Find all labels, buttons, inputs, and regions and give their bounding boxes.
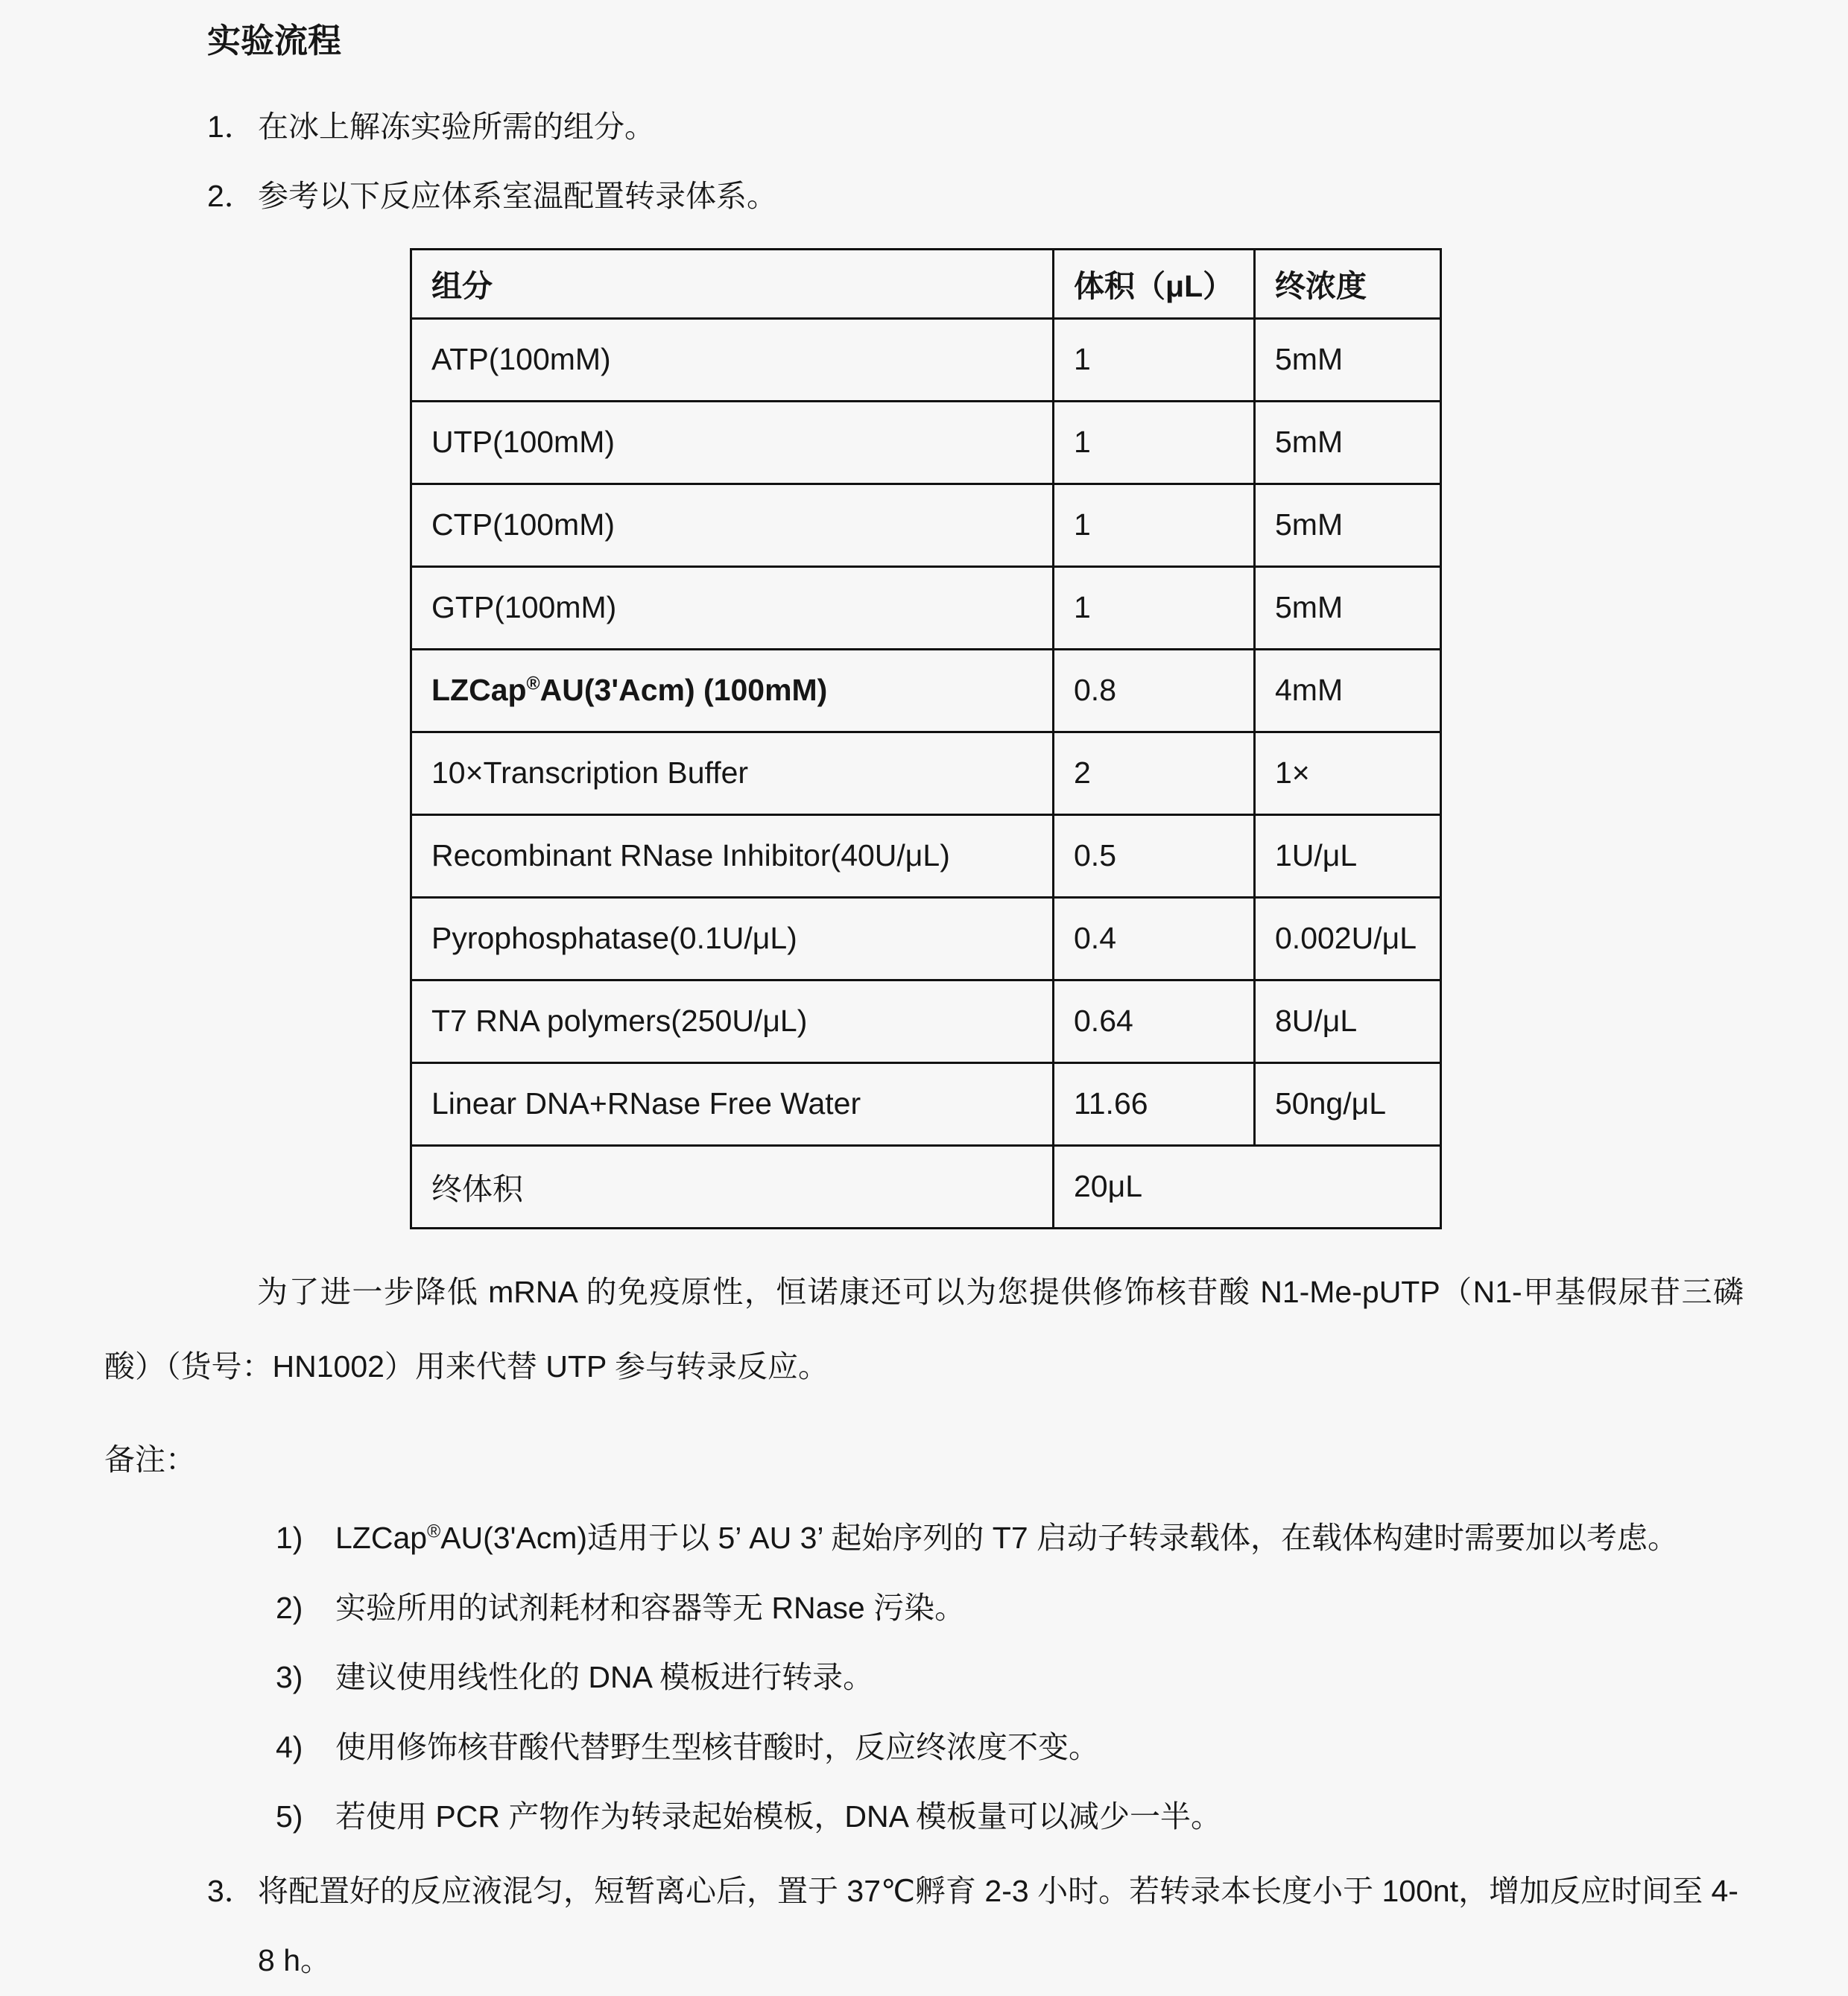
note-item-2 <box>276 1574 1744 1643</box>
note-number: 4) <box>276 1729 303 1764</box>
step-number: 3． <box>207 1873 255 1908</box>
volume-cell: 0.5 <box>1054 814 1255 897</box>
note-item-5 <box>276 1782 1744 1851</box>
component-cell: T7 RNA polymers(250U/μL) <box>411 980 1054 1062</box>
final-conc-cell: 8U/μL <box>1255 980 1441 1062</box>
table-footer-row <box>411 1145 1441 1228</box>
registered-trademark-symbol: ® <box>427 1521 441 1542</box>
volume-cell: 1 <box>1054 318 1255 401</box>
component-cell: Recombinant RNase Inhibitor(40U/μL) <box>411 814 1054 897</box>
volume-cell: 0.64 <box>1054 980 1255 1062</box>
note-text: 若使用 PCR 产物作为转录起始模板，DNA 模板量可以减少一半。 <box>335 1799 1222 1834</box>
reaction-system-table <box>410 248 1442 1229</box>
table-row <box>411 1062 1441 1145</box>
table-row <box>411 401 1441 484</box>
volume-cell: 1 <box>1054 401 1255 484</box>
step-text: 将配置好的反应液混匀，短暂离心后，置于 37℃孵育 2-3 小时。若转录本长度小于 100nt，增加反应时间至 4-8 h。 <box>258 1873 1738 1978</box>
volume-cell: 1 <box>1054 484 1255 566</box>
final-conc-cell: 1U/μL <box>1255 814 1441 897</box>
lzcap-name: LZCap <box>335 1521 428 1556</box>
final-conc-cell: 5mM <box>1255 318 1441 401</box>
final-conc-cell: 4mM <box>1255 649 1441 732</box>
note-text-body: AU(3'Acm)适用于以 5’ AU 3’ 起始序列的 T7 启动子转录载体，在载体构建时需要加以考虑。 <box>440 1521 1679 1556</box>
lzcap-name: LZCap <box>431 673 527 708</box>
volume-cell: 1 <box>1054 566 1255 649</box>
table-row <box>411 732 1441 814</box>
total-volume-label-cell: 终体积 <box>411 1145 1054 1228</box>
final-conc-cell: 5mM <box>1255 401 1441 484</box>
final-conc-cell: 0.002U/μL <box>1255 897 1441 980</box>
volume-cell: 0.8 <box>1054 649 1255 732</box>
note-text <box>335 1504 1744 1573</box>
procedure-step-3 <box>207 1857 1744 1996</box>
header-volume: 体积（μL） <box>1054 249 1255 318</box>
nucleotide-substitute-paragraph: 为了进一步降低 mRNA 的免疫原性，恒诺康还可以为您提供修饰核苷酸 N1-Me-pUTP（N1-甲基假尿苷三磷酸）（货号：HN1002）用来代替 UTP 参与转录反应。 <box>104 1274 1744 1384</box>
header-final-conc: 终浓度 <box>1255 249 1441 318</box>
notes-label: 备注： <box>104 1442 196 1477</box>
step-number: 1． <box>207 110 255 144</box>
note-text: 使用修饰核苷酸代替野生型核苷酸时，反应终浓度不变。 <box>335 1729 1099 1764</box>
component-cell: 10×Transcription Buffer <box>411 732 1054 814</box>
volume-cell: 11.66 <box>1054 1062 1255 1145</box>
final-conc-cell: 5mM <box>1255 566 1441 649</box>
component-cell: CTP(100mM) <box>411 484 1054 566</box>
table-row <box>411 980 1441 1062</box>
component-cell: Pyrophosphatase(0.1U/μL) <box>411 897 1054 980</box>
volume-cell: 0.4 <box>1054 897 1255 980</box>
step-text: 在冰上解冻实验所需的组分。 <box>258 110 655 144</box>
table-row-lzcap <box>411 649 1441 732</box>
volume-cell: 2 <box>1054 732 1255 814</box>
note-item-4 <box>276 1713 1744 1782</box>
notes-list <box>104 1504 1744 1851</box>
note-item-1 <box>276 1504 1744 1573</box>
lzcap-suffix: AU(3'Acm) (100mM) <box>539 673 828 708</box>
note-number: 2) <box>276 1590 303 1625</box>
final-conc-cell: 5mM <box>1255 484 1441 566</box>
note-text: 建议使用线性化的 DNA 模板进行转录。 <box>335 1660 874 1695</box>
procedure-step-2 <box>207 162 1744 231</box>
step-number: 2． <box>207 179 255 214</box>
note-number: 3) <box>276 1660 303 1695</box>
note-number: 1) <box>276 1521 303 1556</box>
component-cell: Linear DNA+RNase Free Water <box>411 1062 1054 1145</box>
component-cell: ATP(100mM) <box>411 318 1054 401</box>
component-cell <box>411 649 1054 732</box>
table-row <box>411 897 1441 980</box>
table-row <box>411 484 1441 566</box>
final-conc-cell: 50ng/μL <box>1255 1062 1441 1145</box>
note-text: 实验所用的试剂耗材和容器等无 RNase 污染。 <box>335 1590 966 1625</box>
registered-trademark-symbol: ® <box>526 674 540 694</box>
table-header-row <box>411 249 1441 318</box>
header-component: 组分 <box>411 249 1054 318</box>
table-row <box>411 566 1441 649</box>
component-cell: GTP(100mM) <box>411 566 1054 649</box>
final-conc-cell: 1× <box>1255 732 1441 814</box>
procedure-step-1 <box>207 92 1744 162</box>
note-item-3 <box>276 1643 1744 1712</box>
table-row <box>411 318 1441 401</box>
section-heading: 实验流程 <box>207 22 342 60</box>
table-row <box>411 814 1441 897</box>
total-volume-value-cell: 20μL <box>1054 1145 1441 1228</box>
step-text: 参考以下反应体系室温配置转录体系。 <box>258 179 777 214</box>
note-number: 5) <box>276 1799 303 1834</box>
component-cell: UTP(100mM) <box>411 401 1054 484</box>
